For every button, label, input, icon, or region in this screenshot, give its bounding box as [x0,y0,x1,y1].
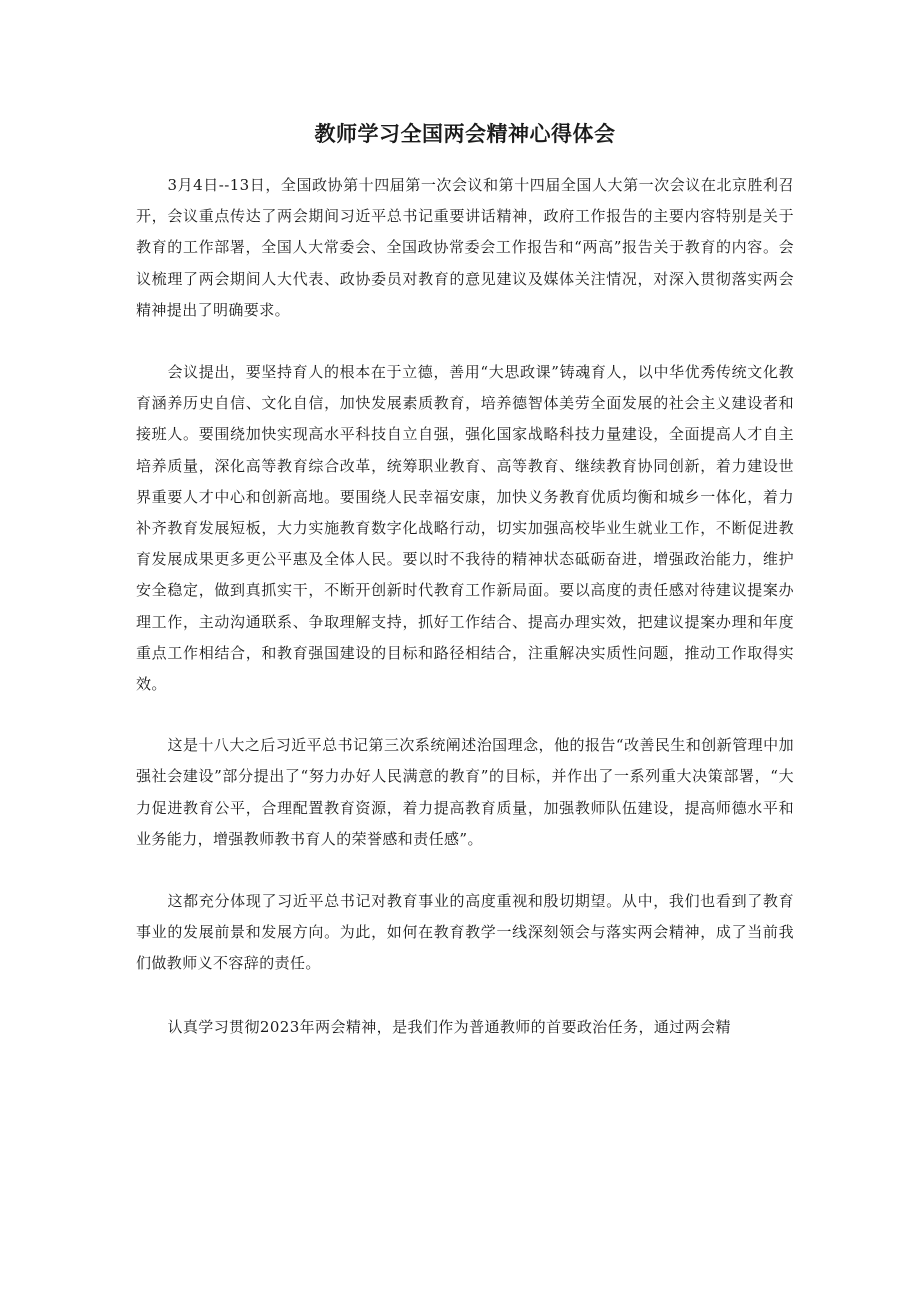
paragraph-1: 3月4日--13日，全国政协第十四届第一次会议和第十四届全国人大第一次会议在北京胜利召开，会议重点传达了两会期间习近平总书记重要讲话精神，政府工作报告的主要内容特别是关于教育的工作部署，全国人大常委会、全国政协常委会工作报告和“两高”报告关于教育的内容。会议梳理了两会期间人大代表、政协委员对教育的意见建议及媒体关注情况，对深入贯彻落实两会精神提出了明确要求。 [136,176,794,319]
paragraph-5: 认真学习贯彻2023年两会精神，是我们作为普通教师的首要政治任务，通过两会精 [167,1017,731,1036]
paragraph-4: 这都充分体现了习近平总书记对教育事业的高度重视和殷切期望。从中，我们也看到了教育事业的发展前景和发展方向。为此，如何在教育教学一线深刻领会与落实两会精神，成了当前我们做教师义不容辞的责任。 [136,892,794,973]
document-title: 教师学习全国两会精神心得体会 [314,122,616,146]
paragraph-2: 会议提出，要坚持育人的根本在于立德，善用“大思政课”铸魂育人，以中华优秀传统文化教育涵养历史自信、文化自信，加快发展素质教育，培养德智体美劳全面发展的社会主义建设者和接班人。要围绕加快实现高水平科技自立自强，强化国家战略科技力量建设，全面提高人才自主培养质量，深化高等教育综合改革，统筹职业教育、高等教育、继续教育协同创新，着力建设世界重要人才中心和创新高地。要围绕人民幸福安康，加快义务教育优质均衡和城乡一体化，着力补齐教育发展短板，大力实施教育数字化战略行动，切实加强高校毕业生就业工作，不断促进教育发展成果更多更公平惠及全体人民。要以时不我待的精神状态砥砺奋进，增强政治能力，维护安全稳定，做到真抓实干，不断开创新时代教育工作新局面。要以高度的责任感对待建议提案办理工作，主动沟通联系、争取理解支持，抓好工作结合、提高办理实效，把建议提案办理和年度重点工作相结合，和教育强国建设的目标和路径相结合，注重解决实质性问题，推动工作取得实效。 [136,363,794,694]
paragraph-3: 这是十八大之后习近平总书记第三次系统阐述治国理念，他的报告“改善民生和创新管理中加强社会建设”部分提出了“努力办好人民满意的教育”的目标，并作出了一系列重大决策部署，“大力促进教育公平，合理配置教育资源，着力提高教育质量，加强教师队伍建设，提高师德水平和业务能力，增强教师教书育人的荣誉感和责任感”。 [136,736,794,848]
